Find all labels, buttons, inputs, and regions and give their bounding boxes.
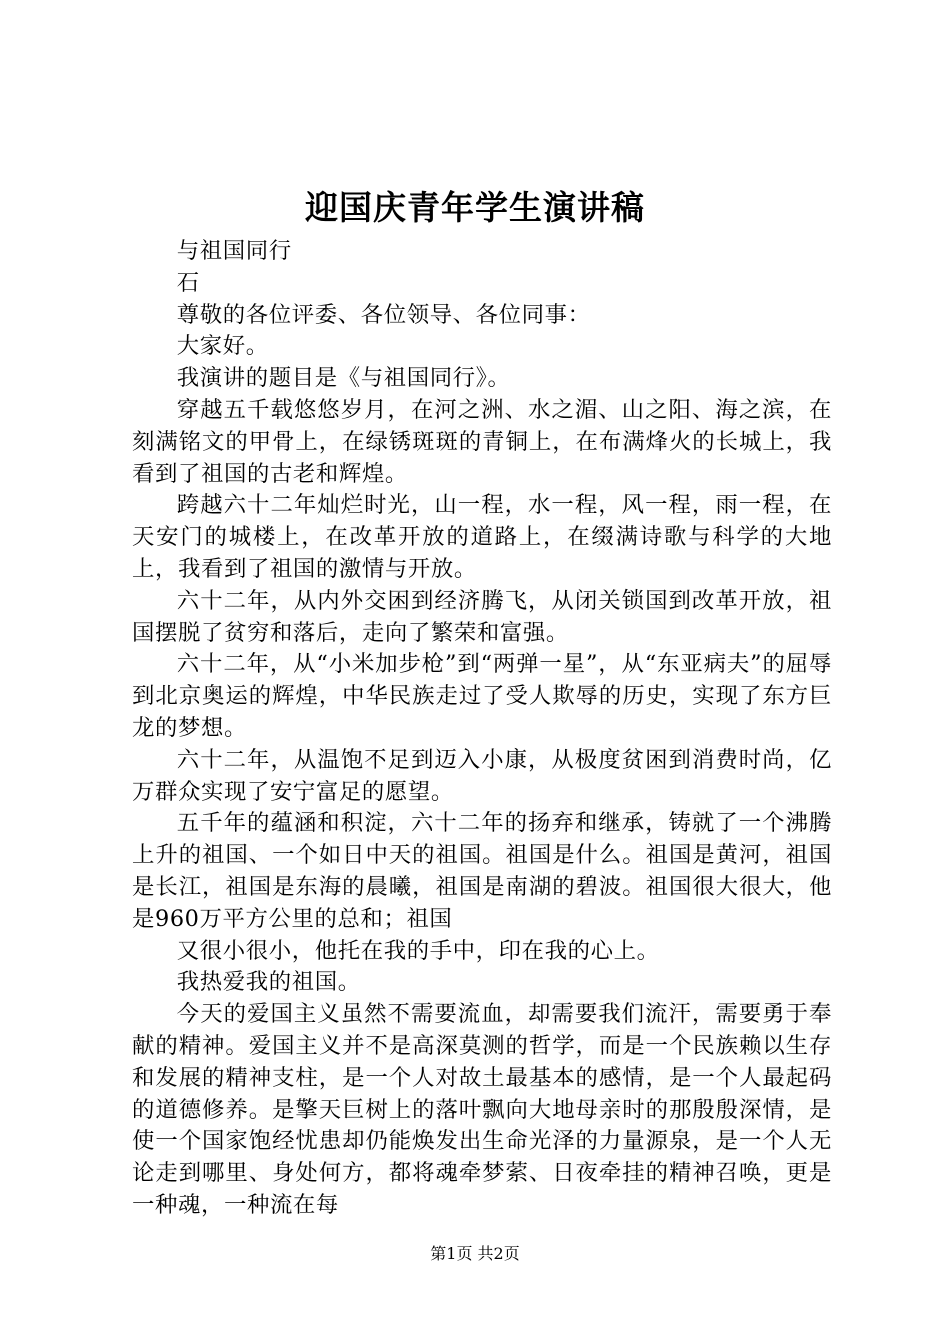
paragraph: 我演讲的题目是《与祖国同行》。 (176, 365, 511, 392)
paragraph: 与祖国同行 (176, 238, 292, 264)
paragraph: 我热爱我的祖国。 (176, 969, 361, 996)
paragraph: 六十二年，从温饱不足到迈入小康，从极度贫困到消费时尚，亿万群众实现了安宁富足的愿望。 (132, 746, 832, 805)
paragraph: 石 (176, 269, 200, 296)
page-title: 迎国庆青年学生演讲稿 (305, 188, 645, 227)
page-number-footer: 第1页 共2页 (430, 1244, 520, 1263)
paragraph: 今天的爱国主义虽然不需要流血，却需要我们流汗，需要勇于奉献的精神。爱国主义并不是高深莫测的哲学，而是一个民族赖以生存和发展的精神支柱，是一个人对故土最基本的感情，是一个人最起码的道德修养。是擎天巨树上的落叶飘向大地母亲时的那殷殷深情，是使一个国家饱经忧患却仍能焕发出生命光泽的力量源泉，是一个人无论走到哪里、身处何方，都将魂牵梦萦、日夜牵挂的精神召唤，更是一种魂，一种流在每 (132, 1001, 832, 1218)
paragraph: 跨越六十二年灿烂时光，山一程，水一程，风一程，雨一程，在天安门的城楼上，在改革开放的道路上，在缀满诗歌与科学的大地上，我看到了祖国的激情与开放。 (132, 492, 832, 582)
paragraph: 尊敬的各位评委、各位领导、各位同事： (176, 301, 591, 328)
paragraph: 六十二年，从内外交困到经济腾飞，从闭关锁国到改革开放，祖国摆脱了贫穷和落后，走向了繁荣和富强。 (132, 587, 832, 646)
document-body (132, 236, 832, 1222)
paragraph: 又很小很小，他托在我的手中，印在我的心上。 (176, 937, 660, 964)
paragraph: 大家好。 (176, 333, 269, 360)
paragraph: 五千年的蕴涵和积淀，六十二年的扬弃和继承，铸就了一个沸腾上升的祖国、一个如日中天的祖国。祖国是什么。祖国是黄河，祖国是长江，祖国是东海的晨曦，祖国是南湖的碧波。祖国很大很大，他是960万平方公里的总和；祖国 (132, 810, 832, 932)
paragraph: 六十二年，从“小米加步枪”到“两弹一星”，从“东亚病夫”的屈辱到北京奥运的辉煌，中华民族走过了受人欺辱的历史，实现了东方巨龙的梦想。 (132, 651, 832, 741)
paragraph: 穿越五千载悠悠岁月，在河之洲、水之湄、山之阳、海之滨，在刻满铭文的甲骨上，在绿锈斑斑的青铜上，在布满烽火的长城上，我看到了祖国的古老和辉煌。 (132, 396, 832, 487)
